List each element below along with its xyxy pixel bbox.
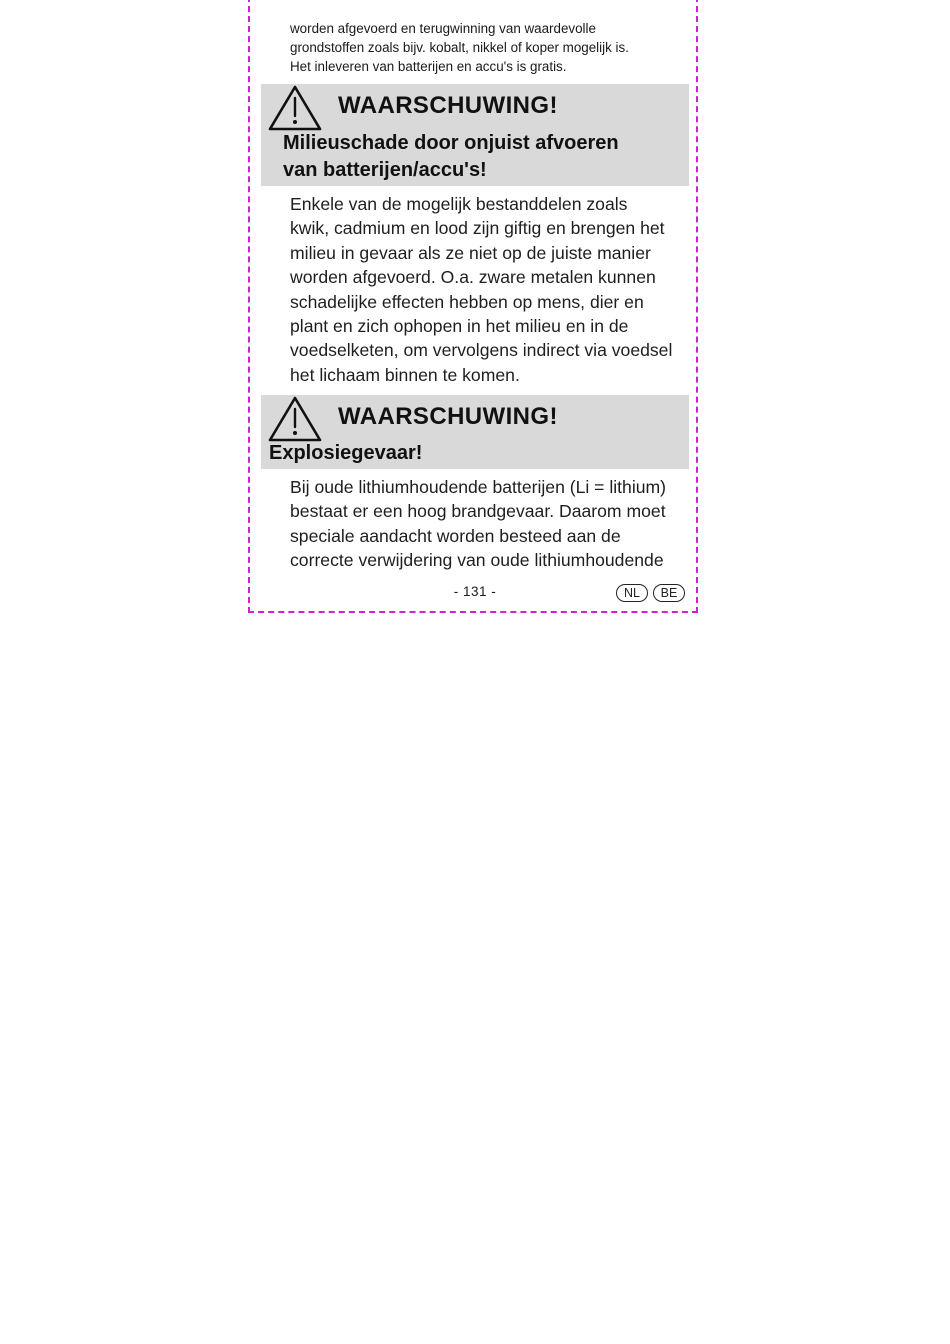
- explosion-paragraph: [290, 475, 688, 573]
- body-line: correcte verwijdering van oude lithiumhoudende: [290, 550, 664, 571]
- warning-title: WAARSCHUWING!: [338, 403, 558, 430]
- intro-line: grondstoffen zoals bijv. kobalt, nikkel of koper mogelijk is.: [290, 40, 629, 55]
- warning-subtitle: Explosiegevaar!: [269, 442, 423, 464]
- warning-subtitle-line: van batterijen/accu's!: [283, 159, 487, 181]
- intro-paragraph: [290, 19, 670, 76]
- environment-paragraph: [290, 192, 688, 387]
- body-line: plant en zich ophopen in het milieu en in de: [290, 316, 629, 337]
- intro-line: worden afgevoerd en terugwinning van waardevolle: [290, 21, 596, 36]
- warning-triangle-icon: [268, 85, 322, 131]
- country-badge-be: BE: [653, 584, 685, 602]
- warning-triangle-icon: [268, 396, 322, 442]
- warning-subtitle-line: Milieuschade door onjuist afvoeren: [283, 132, 619, 154]
- manual-page: [248, 0, 698, 613]
- body-line: kwik, cadmium en lood zijn giftig en brengen het: [290, 218, 665, 239]
- country-badge-nl: NL: [616, 584, 648, 602]
- warning-title: WAARSCHUWING!: [338, 92, 558, 119]
- body-line: het lichaam binnen te komen.: [290, 364, 520, 385]
- body-line: speciale aandacht worden besteed aan de: [290, 525, 621, 546]
- body-line: Enkele van de mogelijk bestanddelen zoals: [290, 194, 628, 214]
- warning-subtitle: [283, 130, 683, 184]
- country-badges: [616, 584, 685, 602]
- body-line: schadelijke effecten hebben op mens, dier en: [290, 291, 644, 312]
- intro-line: Het inleveren van batterijen en accu's is gratis.: [290, 59, 567, 74]
- body-line: Bij oude lithiumhoudende batterijen (Li = lithium): [290, 477, 667, 497]
- body-line: bestaat er een hoog brandgevaar. Daarom moet: [290, 501, 666, 522]
- body-line: worden afgevoerd. O.a. zware metalen kunnen: [290, 267, 656, 288]
- page-number: - 131 -: [453, 584, 497, 599]
- warning-box-explosion: [261, 395, 689, 469]
- body-line: milieu in gevaar als ze niet op de juiste manier: [290, 242, 651, 263]
- body-line: voedselketen, om vervolgens indirect via voedsel: [290, 340, 673, 361]
- warning-box-environment: [261, 84, 689, 186]
